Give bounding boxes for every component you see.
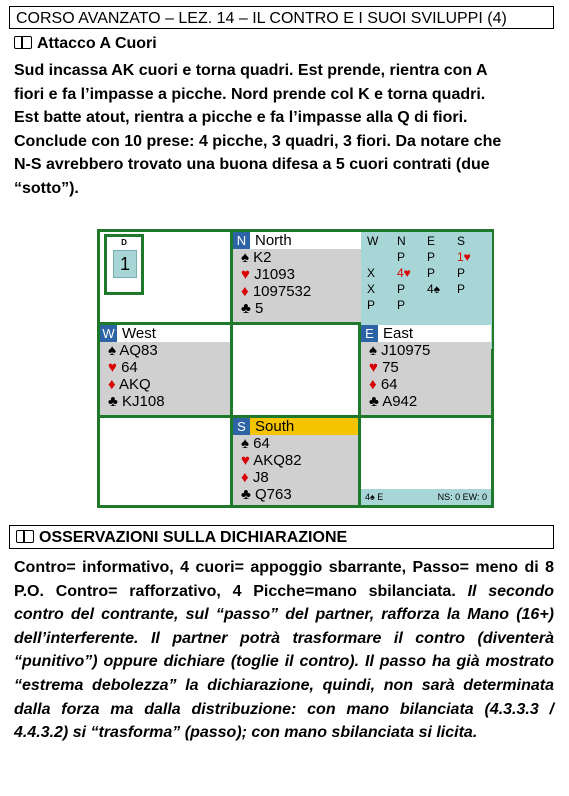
lead-description: [14, 59, 554, 200]
empty-cell: [100, 418, 230, 505]
lead-label: Attacco A Cuori: [37, 35, 157, 52]
west-spades: AQ83: [119, 342, 158, 359]
result-bar: [361, 489, 491, 505]
north-name: North: [255, 232, 292, 249]
book-icon: [16, 530, 34, 543]
spade-icon: ♠: [241, 249, 249, 266]
auction-call: 4♠: [427, 282, 441, 296]
spade-icon: ♠: [369, 342, 377, 359]
north-hearts: J1093: [254, 266, 295, 283]
west-hearts: 64: [121, 359, 138, 376]
west-diamonds: AKQ: [119, 376, 151, 393]
club-icon: ♣: [369, 393, 379, 410]
auction-call: P: [397, 298, 406, 312]
club-icon: ♣: [241, 486, 251, 503]
south-diamonds: J8: [252, 469, 269, 486]
auction-call: P: [427, 266, 436, 280]
table-center: [233, 325, 358, 415]
auction-header-w: W: [367, 234, 379, 248]
east-hearts: 75: [382, 359, 399, 376]
auction-call: P: [457, 266, 466, 280]
vulnerability-frame: [104, 234, 144, 295]
west-hand: [100, 325, 230, 415]
book-icon: [14, 36, 32, 49]
lead-line: N-S avrebbero trovato una buona difesa a 5 cuori contrati (due: [14, 156, 490, 173]
south-hearts: AKQ82: [253, 452, 302, 469]
auction-call: 4♥: [397, 266, 411, 280]
auction-call: P: [367, 298, 376, 312]
heart-icon: ♥: [108, 359, 117, 376]
lead-heading: [14, 35, 157, 53]
east-dir: E: [361, 325, 378, 342]
bridge-diagram: [97, 229, 494, 508]
board-number: 1: [113, 250, 137, 278]
observations-italic: Il secondo contro del contrante, sul “passo” del partner, rafforza la Mano (16+) dell’interferente. Il partner potrà trasformare il contro (diventerà “punitivo”) oppure dichiare (toglie il contro). Il passo ha già mostrato “estrema debolezza” la dichiarazione, quindi, non sarà determinata dalla forza ma dalla distribuzione: con mano bilanciata (4.3.3.3 / 4.4.3.2) si “trasforma” (passo); con mano sbilanciata si licita.: [14, 582, 555, 742]
heart-icon: ♥: [369, 359, 378, 376]
lead-line: “sotto”).: [14, 179, 79, 197]
south-hand: [233, 418, 358, 505]
auction-call: X: [367, 282, 376, 296]
diamond-icon: ♦: [241, 469, 249, 486]
auction-header-n: N: [397, 234, 406, 248]
lead-line: Est batte atout, rientra a picche e fa l’impasse alla Q di fiori.: [14, 109, 468, 126]
result-cell: [361, 418, 491, 505]
lesson-title: CORSO AVANZATO – LEZ. 14 – IL CONTRO E I SUOI SVILUPPI (4): [9, 6, 554, 29]
contract: 4♠ E: [365, 492, 384, 502]
auction-call: P: [397, 282, 406, 296]
auction-call: X: [367, 266, 376, 280]
score: NS: 0 EW: 0: [437, 492, 487, 502]
east-spades: J10975: [381, 342, 431, 359]
diamond-icon: ♦: [241, 283, 249, 300]
spade-icon: ♠: [108, 342, 116, 359]
east-hand: [361, 325, 491, 415]
lead-line: Conclude con 10 prese: 4 picche, 3 quadri, 3 fiori. Da notare che: [14, 132, 502, 150]
auction-call: 1♥: [457, 250, 471, 264]
west-dir: W: [100, 325, 117, 342]
west-name: West: [122, 325, 156, 342]
club-icon: ♣: [108, 393, 118, 410]
auction-header-e: E: [427, 234, 436, 248]
auction-call: [367, 250, 397, 264]
south-spades: 64: [253, 435, 270, 452]
east-diamonds: 64: [380, 376, 398, 393]
diamond-icon: ♦: [369, 376, 377, 393]
auction-call: [457, 298, 487, 312]
auction-call: P: [397, 250, 406, 264]
heart-icon: ♥: [241, 266, 250, 283]
diamond-icon: ♦: [108, 376, 116, 393]
north-spades: K2: [253, 249, 272, 266]
auction-call: [427, 298, 457, 312]
north-dir: N: [233, 232, 250, 249]
auction-header-s: S: [457, 234, 466, 248]
auction-call: P: [427, 250, 436, 264]
section-heading: [9, 525, 554, 549]
dealer-label: D: [121, 238, 127, 247]
south-name: South: [255, 418, 295, 435]
south-clubs: Q763: [255, 486, 292, 503]
club-icon: ♣: [241, 300, 251, 317]
east-name: East: [383, 325, 414, 342]
observations-text: [14, 556, 554, 745]
lead-line: fiori e fa l’impasse a picche. Nord prende col K e torna quadri.: [14, 85, 486, 103]
section-title: OSSERVAZIONI SULLA DICHIARAZIONE: [39, 529, 348, 546]
heart-icon: ♥: [241, 452, 250, 469]
spade-icon: ♠: [241, 435, 249, 452]
north-diamonds: 1097532: [252, 283, 312, 300]
auction-call: P: [457, 282, 466, 296]
east-clubs: A942: [382, 393, 418, 410]
dealer-cell: [100, 232, 230, 322]
north-clubs: 5: [255, 300, 264, 317]
observations-plain: Contro= informativo, 4 cuori= appoggio sbarrante, Passo= meno di 8 P.O. Contro= rafforzativo, 4 Picche=mano sbilanciata.: [14, 559, 554, 600]
west-clubs: KJ108: [122, 393, 165, 410]
south-dir: S: [233, 418, 250, 435]
lead-line: Sud incassa AK cuori e torna quadri. Est prende, rientra con A: [14, 62, 488, 79]
